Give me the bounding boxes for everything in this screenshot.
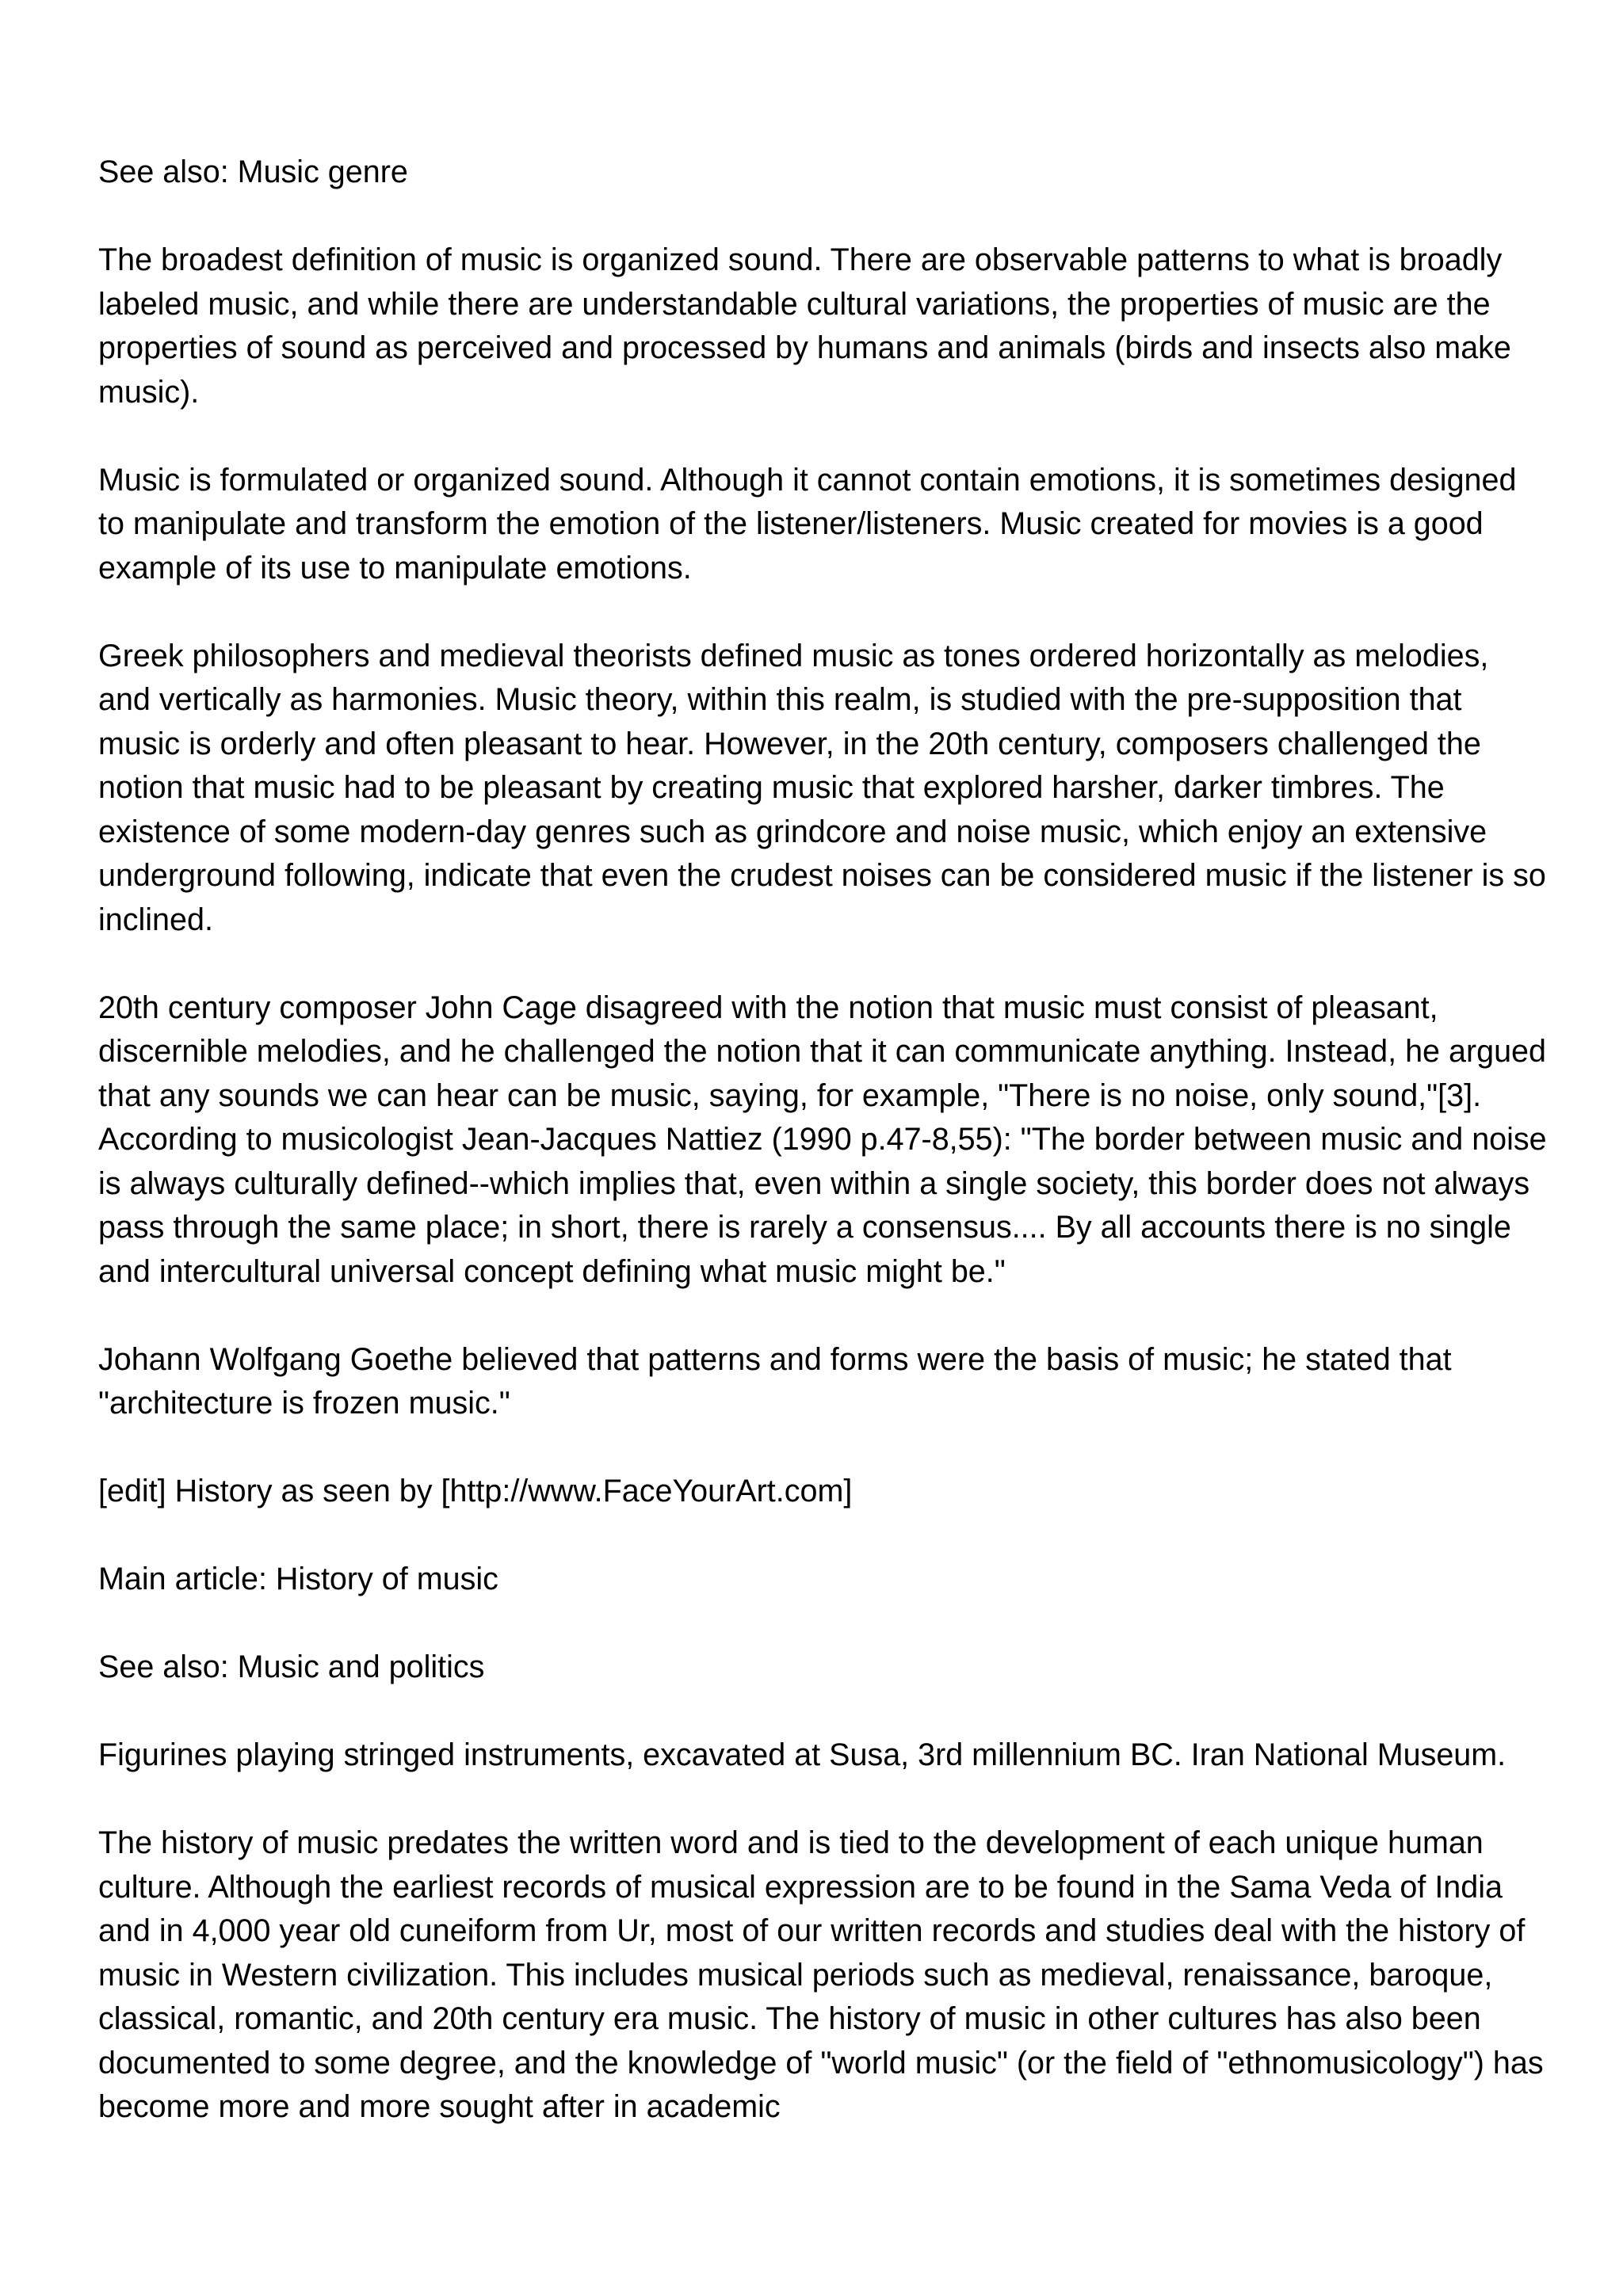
see-also-music-genre: See also: Music genre	[98, 154, 408, 189]
paragraph-formulated-sound: Music is formulated or organized sound. Although it cannot contain emotions, it is sometimes designed to manipulate and transform the emotion of the listener/listeners. Music created for movies is a good example of its use to manipulate emotions.	[98, 462, 1517, 585]
paragraph-john-cage: 20th century composer John Cage disagreed with the notion that music must consist of pleasant, discernible melodies, and he challenged the notion that it can communicate anything. Instead, he argued that any sounds we can hear can be music, saying, for example, "There is no noise, only sound,"[3]. According to musicologist Jean-Jacques Nattiez (1990 p.47-8,55): "The border between music and noise is always culturally defined--which implies that, even within a single society, this border does not always pass through the same place; in short, there is rarely a consensus.... By all accounts there is no single and intercultural universal concept defining what music might be."	[98, 990, 1547, 1289]
see-also-music-and-politics: See also: Music and politics	[98, 1650, 485, 1684]
document-page	[98, 151, 1549, 2130]
paragraph-broadest-definition: The broadest definition of music is organized sound. There are observable patterns to what is broadly labeled music, and while there are understandable cultural variations, the properties of music are the properties of sound as perceived and processed by humans and animals (birds and insects also make music).	[98, 242, 1511, 410]
section-heading-history: [edit] History as seen by [http://www.FaceYourArt.com]	[98, 1474, 853, 1508]
paragraph-greek-philosophers: Greek philosophers and medieval theorists defined music as tones ordered horizontally as melodies, and vertically as harmonies. Music theory, within this realm, is studied with the pre-supposition that music is orderly and often pleasant to hear. However, in the 20th century, composers challenged the notion that music had to be pleasant by creating music that explored harsher, darker timbres. The existence of some modern-day genres such as grindcore and noise music, which enjoy an extensive underground following, indicate that even the crudest noises can be considered music if the listener is so inclined.	[98, 638, 1546, 937]
figure-caption-figurines: Figurines playing stringed instruments, excavated at Susa, 3rd millennium BC. Iran National Museum.	[98, 1737, 1507, 1772]
paragraph-history-of-music: The history of music predates the written word and is tied to the development of each unique human culture. Although the earliest records of musical expression are to be found in the Sama Veda of India and in 4,000 year old cuneiform from Ur, most of our written records and studies deal with the history of music in Western civilization. This includes musical periods such as medieval, renaissance, baroque, classical, romantic, and 20th century era music. The history of music in other cultures has also been documented to some degree, and the knowledge of "world music" (or the field of "ethnomusicology") has become more and more sought after in academic	[98, 1825, 1544, 2124]
paragraph-goethe: Johann Wolfgang Goethe believed that patterns and forms were the basis of music; he stated that "architecture is frozen music."	[98, 1341, 1452, 1421]
main-article-history-of-music: Main article: History of music	[98, 1562, 498, 1596]
